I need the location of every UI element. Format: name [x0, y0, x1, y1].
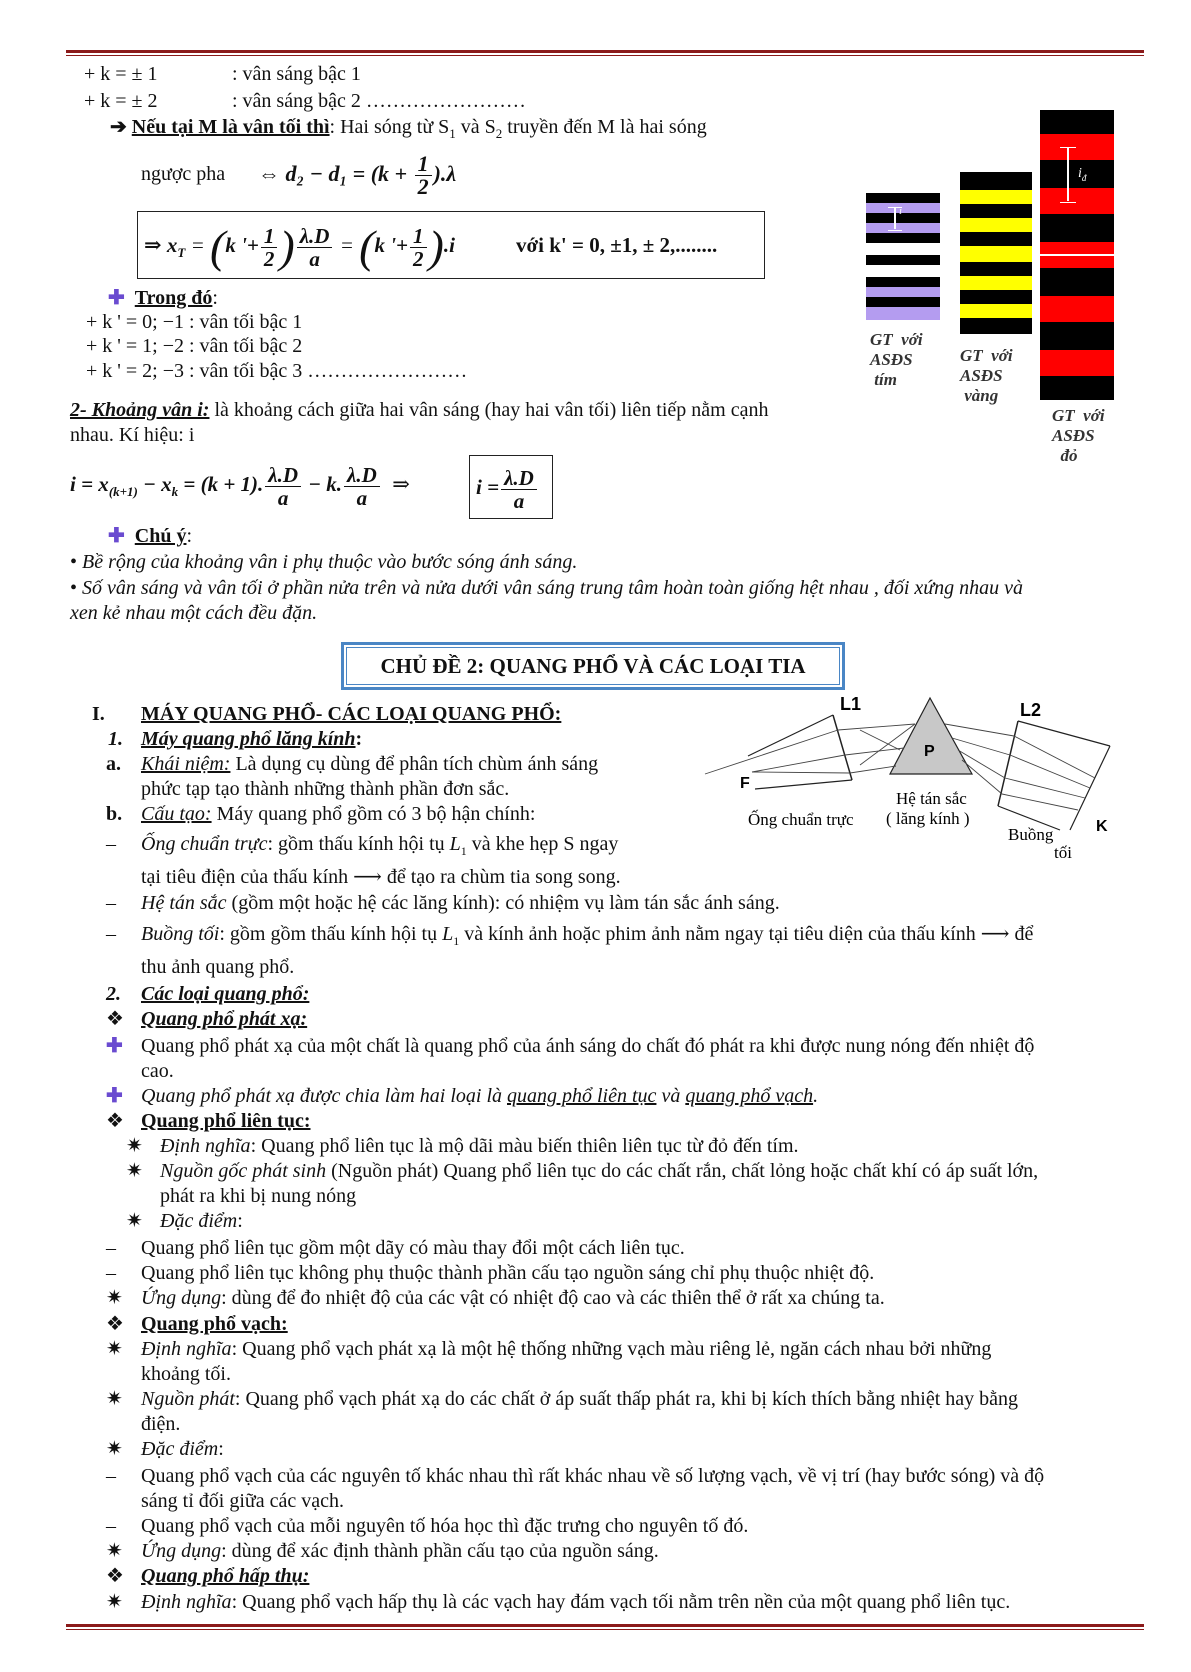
cap-red-1: GT với	[1052, 406, 1105, 425]
ray	[850, 766, 896, 773]
emit-types-mid: và	[656, 1085, 686, 1107]
kv-frac-1-den: a	[277, 485, 289, 510]
box-i: .i	[443, 233, 455, 257]
collimator-text: : gồm thấu kính hội tụ	[267, 833, 450, 855]
bullet-icon: •	[70, 577, 83, 599]
section-1-title-line: Máy quang phổ lăng kính:	[141, 728, 363, 750]
chamber-line-2: thu ảnh quang phổ.	[141, 956, 295, 978]
line-diamond: ❖	[106, 1313, 124, 1335]
chamber-line	[141, 922, 1033, 953]
footer-rule-thin	[66, 1629, 1144, 1630]
chamber-text2: và kính ảnh hoặc phim ảnh nằm ngay tại tiêu diện của thấu kính ⟶ để	[459, 923, 1034, 945]
kv-frac-1	[265, 464, 301, 509]
cont-dash-1: –	[106, 1237, 116, 1259]
line-src-label: Nguồn phát	[141, 1388, 235, 1410]
label-L2: L2	[1020, 700, 1042, 720]
box-kp-1: k '+	[225, 233, 259, 257]
line-f1: Quang phổ vạch của các nguyên tố khác nhau thì rất khác nhau về số lượng vạch, về vị trí (hay bước sóng) và độ	[141, 1465, 1045, 1487]
box-lambda-frac	[297, 225, 333, 270]
box-x: ⇒ x	[144, 233, 178, 257]
kv-sub1: (k+1)	[108, 484, 138, 500]
chu-y-title: Chú ý	[134, 525, 187, 547]
kv-left: i = x	[70, 472, 109, 496]
line-feat-end: :	[218, 1438, 224, 1460]
note-1-text: Bề rộng của khoảng vân i phụ thuộc vào bước sóng ánh sáng.	[82, 551, 578, 573]
disperser-label: Hệ tán sắc	[141, 892, 227, 914]
label-collimator: Ống chuẩn trực	[748, 810, 854, 829]
section-I-title: MÁY QUANG PHỔ- CÁC LOẠI QUANG PHỔ:	[141, 703, 562, 725]
line-def-text: : Quang phổ vạch phát xạ là một hệ thống những vạch màu riêng lẻ, ngăn cách nhau bởi những	[231, 1338, 992, 1360]
disperser-text: (gồm một hoặc hệ các lăng kính): có nhiệm vụ làm tán sắc ánh sáng.	[226, 892, 780, 914]
chamber-text: : gồm gồm thấu kính hội tụ	[219, 923, 443, 945]
fringe-stripe	[866, 203, 940, 213]
dark-order-3: + k ' = 2; −3 : vân tối bậc 3 ……………………	[86, 360, 468, 382]
emit-text-2: cao.	[141, 1060, 174, 1082]
line-app-label: Ứng dụng	[141, 1540, 222, 1562]
fringe-stripe	[960, 304, 1032, 318]
header-rule	[66, 50, 1144, 53]
line-feat-label: Đặc điểm	[141, 1438, 219, 1460]
k1-value: + k = ± 1	[84, 63, 158, 85]
cont-app	[141, 1286, 885, 1310]
cont-dash-2: –	[106, 1262, 116, 1284]
kv-frac-3	[501, 467, 537, 512]
fringe-stripe	[866, 193, 940, 203]
line-src	[141, 1387, 1018, 1411]
chamber-label: Buồng tối	[141, 923, 220, 945]
header-rule-thin	[66, 55, 1144, 56]
dark-equation	[258, 146, 456, 202]
emit-cross-2: ✚	[106, 1085, 123, 1107]
red-i-letter: i	[1078, 166, 1082, 181]
s1-sub: 1	[449, 126, 456, 141]
fringe-stripe	[1040, 188, 1114, 214]
fringe-stripe	[866, 255, 940, 265]
dark-order-2: + k ' = 1; −2 : vân tối bậc 2	[86, 335, 303, 357]
dark-condition-text2: và S	[455, 116, 496, 138]
line-dash-2: –	[106, 1515, 116, 1537]
kv-k1: = (k + 1).	[178, 472, 264, 496]
cont-src-label: Nguồn gốc phát sinh	[160, 1160, 327, 1182]
section-1-title: Máy quang phổ lăng kính	[141, 728, 356, 750]
cont-def-label: Định nghĩa	[160, 1135, 251, 1157]
box-kp-2: k '+	[374, 233, 409, 257]
collimator-tube-bottom	[755, 780, 852, 789]
spectrometer-diagram	[700, 690, 1130, 870]
frac-den: 2	[417, 174, 429, 200]
section-1-num: 1.	[108, 728, 123, 750]
trong-do-title: Trong đó	[134, 287, 213, 309]
box-half-2-num: 1	[410, 225, 427, 248]
cap-red-3: đỏ	[1052, 446, 1078, 465]
line-star-1: ✷	[106, 1338, 123, 1360]
cont-def	[160, 1134, 799, 1158]
note-2	[70, 576, 1023, 600]
fringe-spacing-symbol: nhau. Kí hiệu: i	[70, 424, 195, 446]
fringe-stripe	[1040, 134, 1114, 160]
fringe-yellow-column	[960, 172, 1032, 334]
line-def-label: Định nghĩa	[141, 1338, 232, 1360]
kv-sub2: k	[171, 484, 179, 500]
emit-types-b: quang phổ vạch	[685, 1085, 814, 1107]
dash-2: –	[106, 892, 116, 914]
abs-def-text: : Quang phổ vạch hấp thụ là các vạch hay đám vạch tối nằm trên nền của một quang phổ liên tục.	[231, 1591, 1011, 1613]
box-half-2	[410, 225, 427, 270]
cap-yellow-1: GT với	[960, 346, 1013, 365]
disperser-line	[141, 891, 780, 915]
dark-eq-left: ⇔ d₂ − d₁ = (k +	[258, 161, 408, 186]
red-i-label	[1078, 166, 1086, 183]
ray	[1010, 755, 1090, 788]
caption-yellow	[960, 346, 1013, 406]
emit-types-a: quang phổ liên tục	[507, 1085, 657, 1107]
kv-boxed	[476, 458, 539, 516]
line-src-text: : Quang phổ vạch phát xạ do các chất ở áp suất thấp phát ra, khi bị kích thích bằng nhiệt hay bằng	[234, 1388, 1019, 1410]
dash-1: –	[106, 833, 116, 855]
central-fringe-line	[1040, 254, 1114, 256]
dark-eq-right: ).λ	[433, 161, 457, 186]
collimator-lens-sub: 1	[460, 844, 467, 858]
cap-red-2: ASĐS	[1052, 426, 1095, 445]
a-text: Là dụng cụ dùng để phân tích chùm ánh sáng	[230, 753, 599, 775]
cont-def-text: : Quang phổ liên tục là mộ dãi màu biến thiên liên tục từ đỏ đến tím.	[250, 1135, 799, 1157]
cap-violet-1: GT với	[870, 330, 923, 349]
a-label: Khái niệm:	[141, 753, 231, 775]
cross-icon: ✚	[108, 287, 125, 309]
fringe-stripe	[866, 213, 940, 223]
label-chamber-2: tối	[1054, 843, 1072, 862]
fringe-stripe	[866, 223, 940, 233]
cont-feat	[160, 1209, 243, 1233]
abs-def	[141, 1590, 1010, 1614]
violet-i-label: i	[899, 205, 903, 217]
label-chamber: Buồng	[1008, 825, 1054, 844]
a-line-2: phức tạp tạo thành những thành phần đơn sắc.	[141, 778, 510, 800]
kv-arrow: ⇒	[392, 472, 410, 496]
bullet-icon: •	[70, 551, 83, 573]
collimator-lens: L	[449, 833, 461, 855]
k2-line: + k = ± 2	[84, 90, 158, 112]
b-text: Máy quang phổ gồm có 3 bộ hận chính:	[211, 803, 536, 825]
cont-star-2: ✷	[126, 1160, 143, 1182]
collimator-line-2: tại tiêu điện của thấu kính ⟶ để tạo ra chùm tia song song.	[141, 866, 621, 888]
b-line	[141, 802, 535, 826]
cont-star-4: ✷	[106, 1287, 123, 1309]
box-lambda-num: λ.D	[297, 225, 333, 248]
line-app-text: : dùng để xác định thành phần cấu tạo của nguồn sáng.	[221, 1540, 659, 1562]
cont-f1: Quang phổ liên tục gồm một dãy có màu thay đổi một cách liên tục.	[141, 1237, 685, 1259]
cap-yellow-2: ASĐS	[960, 366, 1003, 385]
nguoc-pha-label: ngược pha	[141, 163, 226, 185]
label-disperser-2: ( lăng kính )	[886, 809, 970, 828]
kv-frac-3-den: a	[513, 488, 525, 513]
dark-position-formula-box	[137, 211, 765, 279]
ray	[838, 724, 915, 730]
fringe-stripe	[866, 233, 940, 243]
abs-diamond: ❖	[106, 1565, 124, 1587]
ray	[962, 760, 1002, 794]
cap-violet-3: tím	[870, 370, 897, 389]
fringe-violet-column	[866, 193, 940, 320]
line-feat	[141, 1437, 224, 1461]
line-f1b: sáng tỉ đối giữa các vạch.	[141, 1490, 344, 1512]
line-star-2: ✷	[106, 1388, 123, 1410]
ray	[1014, 736, 1095, 778]
collimator-text2: và khe hẹp S ngay	[466, 833, 619, 855]
label-P: P	[924, 743, 935, 760]
section-I-num: I.	[92, 703, 105, 725]
fringe-stripe	[866, 287, 940, 297]
cont-f2: Quang phổ liên tục không phụ thuộc thành phần cấu tạo nguồn sáng chỉ phụ thuộc nhiệt độ.	[141, 1262, 875, 1284]
dash-3: –	[106, 923, 116, 945]
chapter-title: CHỦ ĐỀ 2: QUANG PHỔ VÀ CÁC LOẠI TIA	[341, 642, 845, 690]
kv-i: i =	[476, 475, 500, 499]
cont-app-label: Ứng dụng	[141, 1287, 222, 1309]
emit-types	[141, 1084, 818, 1108]
fringe-stripe	[960, 218, 1032, 232]
cont-star-3: ✷	[126, 1210, 143, 1232]
fringe-spacing-text: là khoảng cách giữa hai vân sáng (hay hai vân tối) liên tiếp nằm cạnh	[209, 399, 769, 421]
line-def	[141, 1337, 991, 1361]
ray	[1002, 794, 1078, 810]
box-formula: ⇒ $x_T = (k$ '+ $\frac{1}{2}$ ) $\frac{\lambda.D}{a}$ = (k '+ $\frac{1}{2}$ ).i	[144, 221, 455, 273]
caption-red	[1052, 406, 1105, 466]
kv-mid: − x	[137, 472, 172, 496]
fringe-spacing-equation	[70, 454, 410, 522]
box-half-1-den: 2	[263, 246, 275, 271]
caption-violet	[870, 330, 923, 390]
line-star-3: ✷	[106, 1438, 123, 1460]
note-1	[70, 550, 577, 574]
b-num: b.	[106, 803, 123, 825]
cont-diamond: ❖	[106, 1110, 124, 1132]
dark-condition-line	[110, 115, 707, 146]
a-num: a.	[106, 753, 121, 775]
label-L1: L1	[840, 694, 862, 714]
frac-num: 1	[415, 153, 432, 176]
collimator-lens-L1	[833, 715, 852, 780]
emit-types-pre: Quang phổ phát xạ được chia làm hai loại là	[141, 1085, 507, 1107]
label-F: F	[740, 775, 750, 792]
dark-condition-title: Nếu tại M là vân tối thì	[131, 116, 330, 138]
fringe-spacing-label: 2- Khoảng vân i:	[70, 399, 210, 421]
ray	[752, 772, 850, 773]
emit-text: Quang phổ phát xạ của một chất là quang phổ của ánh sáng do chất đó phát ra khi được nung nóng đến nhiệt độ	[141, 1035, 1035, 1057]
fringe-red-column	[1040, 110, 1114, 400]
red-i-marker-stem	[1067, 147, 1069, 201]
line-title: Quang phổ vạch:	[141, 1313, 288, 1335]
arrow-icon: ➔	[110, 116, 132, 138]
fringe-stripe	[866, 307, 940, 320]
fringe-stripe	[960, 246, 1032, 262]
abs-def-label: Định nghĩa	[141, 1591, 232, 1613]
line-src-2: điện.	[141, 1413, 181, 1435]
fringe-spacing-box	[469, 455, 553, 519]
cap-violet-2: ASĐS	[870, 350, 913, 369]
cont-app-text: : dùng để đo nhiệt độ của các vật có nhiệt độ cao và các thiên thể ở rất xa chúng ta.	[221, 1287, 885, 1309]
chamber-lens-sub: 1	[453, 934, 460, 948]
section-2-num: 2.	[106, 983, 121, 1005]
emit-diamond: ❖	[106, 1008, 124, 1030]
k2-desc: : vân sáng bậc 2 ……………………	[232, 90, 526, 112]
line-dash-1: –	[106, 1465, 116, 1487]
fringe-stripe	[866, 297, 940, 307]
box-half-2-den: 2	[413, 246, 424, 271]
cap-yellow-3: vàng	[960, 386, 999, 405]
fringe-stripe	[866, 277, 940, 287]
ray	[705, 730, 838, 774]
half-fraction	[415, 153, 432, 198]
fringe-stripe	[1040, 296, 1114, 322]
violet-i-marker-stem	[894, 207, 896, 229]
cont-title: Quang phổ liên tục:	[141, 1110, 311, 1132]
chamber-lens: L	[442, 923, 454, 945]
a-line	[141, 752, 598, 776]
box-sub-t: T	[177, 245, 186, 261]
ray	[752, 755, 845, 772]
ray	[945, 724, 1014, 736]
dark-order-1: + k ' = 0; −1 : vân tối bậc 1	[86, 311, 303, 333]
abs-title: Quang phổ hấp thụ:	[141, 1565, 310, 1587]
cont-src-2: phát ra khi bị nung nóng	[160, 1185, 357, 1207]
cont-star-1: ✷	[126, 1135, 143, 1157]
cont-feat-end: :	[237, 1210, 243, 1232]
emit-cross: ✚	[106, 1035, 123, 1057]
cont-src	[160, 1159, 1038, 1183]
emit-title: Quang phổ phát xạ:	[141, 1008, 308, 1030]
label-K: K	[1096, 818, 1108, 835]
note-2-text: Số vân sáng và vân tối ở phần nửa trên và nửa dưới vân sáng trung tâm hoàn toàn giống hệt nhau , đối xứng nhau và	[82, 577, 1024, 599]
fringe-stripe	[960, 276, 1032, 290]
line-def-2: khoảng tối.	[141, 1363, 231, 1385]
k1-desc: : vân sáng bậc 1	[232, 63, 361, 85]
box-with-k: với k' = 0, ±1, ± 2,........	[516, 233, 718, 257]
chu-y-line: ✚ Chú ý:	[108, 525, 193, 547]
box-half-1	[261, 225, 278, 270]
line-f2: Quang phổ vạch của mỗi nguyên tố hóa học thì đặc trưng cho nguyên tố đó.	[141, 1515, 749, 1537]
dark-condition-text3: truyền đến M là hai sóng	[502, 116, 707, 138]
box-half-1-num: 1	[261, 225, 278, 248]
kv-frac-3-num: λ.D	[501, 467, 537, 490]
prism	[890, 698, 972, 774]
fringe-spacing-line	[70, 398, 768, 422]
kv-frac-2-den: a	[356, 485, 368, 510]
section-2-title: Các loại quang phổ:	[141, 983, 310, 1005]
kv-k: − k.	[303, 472, 343, 496]
footer-rule	[66, 1624, 1144, 1627]
red-i-sub: đ	[1081, 172, 1087, 183]
fringe-stripe	[1040, 350, 1114, 376]
k1-line	[84, 62, 158, 86]
cont-src-text: (Nguồn phát) Quang phổ liên tục do các chất rắn, chất lỏng hoặc chất khí có áp suất lớn,	[326, 1160, 1039, 1182]
line-app	[141, 1539, 659, 1563]
cont-feat-label: Đặc điểm	[160, 1210, 238, 1232]
label-disperser: Hệ tán sắc	[896, 789, 967, 808]
abs-star: ✷	[106, 1591, 123, 1613]
trong-do-line: ✚ Trong đó:	[108, 287, 218, 309]
s2-sub: 2	[495, 126, 503, 141]
dark-condition-text: : Hai sóng từ S	[329, 116, 450, 138]
collimator-line	[141, 832, 618, 863]
chamber-top	[1018, 721, 1110, 746]
collimator-label: Ống chuẩn trực	[141, 833, 268, 855]
kv-frac-1-num: λ.D	[265, 464, 301, 487]
box-lambda-den: a	[309, 246, 320, 271]
fringe-stripe	[960, 190, 1032, 204]
note-2b: xen kẻ nhau một cách đều đặn.	[70, 602, 318, 624]
kv-frac-2	[344, 464, 380, 509]
emit-types-end: .	[813, 1085, 819, 1107]
b-label: Cấu tạo:	[141, 803, 212, 825]
cross-icon: ✚	[108, 525, 125, 547]
kv-frac-2-num: λ.D	[344, 464, 380, 487]
line-star-4: ✷	[106, 1540, 123, 1562]
